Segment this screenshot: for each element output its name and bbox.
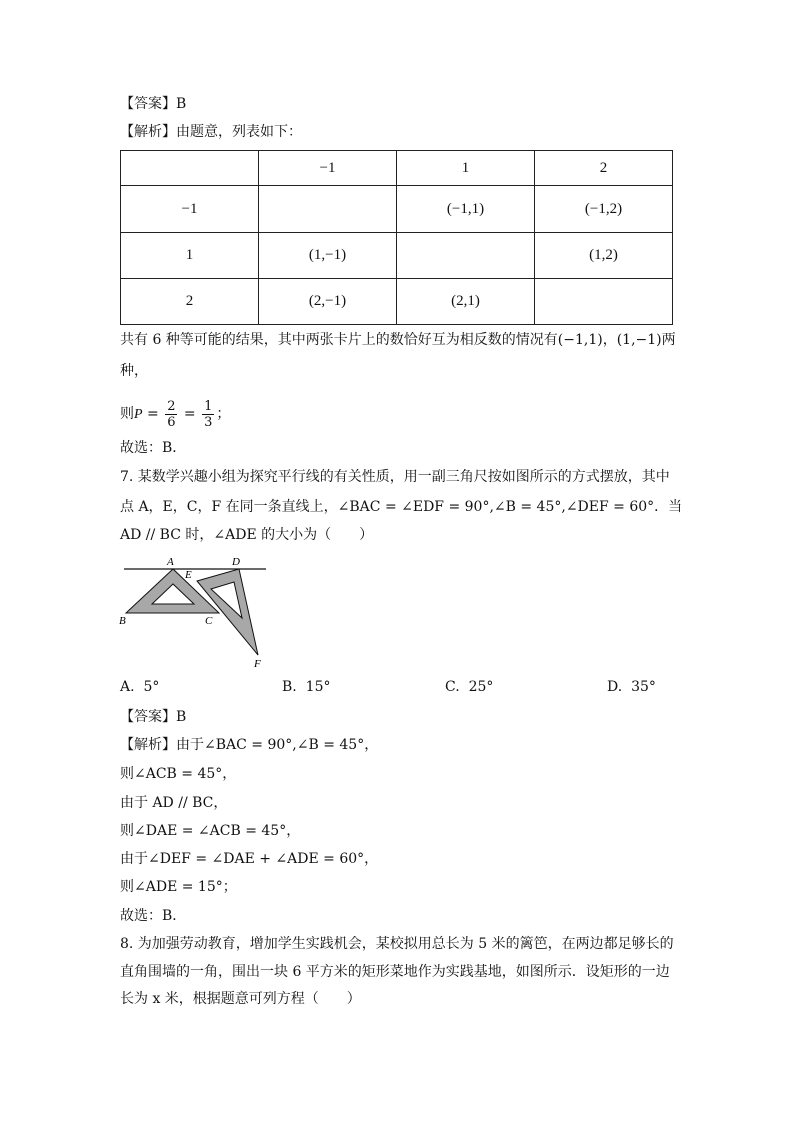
- table-cell: [535, 279, 673, 325]
- table-cell: 2: [121, 279, 259, 325]
- figure-label-a: A: [167, 556, 174, 568]
- prob-variable: P: [134, 407, 143, 422]
- option-a[interactable]: A. 5°: [120, 679, 160, 695]
- answer-value: B: [176, 96, 187, 112]
- q7-choose: 故选：B．: [120, 908, 187, 924]
- answer-value: B: [176, 709, 187, 725]
- q7-answer: [120, 707, 186, 727]
- option-d[interactable]: D. 35°: [607, 679, 656, 695]
- table-cell: 2: [535, 151, 673, 186]
- table-cell: (−1,2): [535, 186, 673, 233]
- analysis-label: 【解析】: [120, 737, 176, 753]
- q8-stem-line-2: 直角围墙的一角，围出一块 6 平方米的矩形菜地作为实践基地，如图所示．设矩形的一边: [120, 964, 670, 980]
- q7-stem-line-2: 点 A，E，C，F 在同一条直线上，∠BAC = ∠EDF = 90°,∠B = 45°,∠DEF = 60°．当: [120, 499, 683, 515]
- q6-answer: [120, 94, 186, 114]
- q6-result-line-cont: 种，: [120, 363, 148, 379]
- q6-choose: 故选：B．: [120, 440, 187, 456]
- figure-label-f: F: [254, 658, 261, 670]
- table-cell: (2,−1): [259, 279, 397, 325]
- q7-analysis-step-6: 则∠ADE = 15°；: [120, 879, 237, 895]
- outcome-table: [120, 150, 673, 325]
- figure-label-b: B: [119, 615, 126, 627]
- triangle-ruler-figure: [112, 552, 272, 672]
- fraction-1-3: $\frac{1}{3}$: [204, 398, 213, 430]
- analysis-label: 【解析】: [120, 124, 176, 140]
- answer-label: 【答案】: [120, 709, 176, 725]
- q7-stem-line-1: 7. 某数学兴趣小组为探究平行线的有关性质，用一副三角尺按如图所示的方式摆放，其中: [120, 469, 670, 485]
- table-cell: (1,−1): [259, 233, 397, 279]
- table-row: [121, 186, 673, 233]
- table-cell: [121, 151, 259, 186]
- answer-label: 【答案】: [120, 96, 176, 112]
- fraction-2-6: $\frac{2}{6}$: [167, 398, 176, 430]
- option-c[interactable]: C. 25°: [445, 679, 494, 695]
- table-row: [121, 233, 673, 279]
- figure-label-e: E: [185, 569, 192, 581]
- prob-prefix: 则: [120, 406, 134, 422]
- option-b[interactable]: B. 15°: [282, 679, 331, 695]
- table-header-row: [121, 151, 673, 186]
- table-cell: 1: [121, 233, 259, 279]
- figure-label-c: C: [205, 615, 213, 627]
- table-cell: −1: [259, 151, 397, 186]
- q7-analysis-step-1: [120, 735, 378, 755]
- q7-analysis-step-4: 则∠DAE = ∠ACB = 45°，: [120, 823, 301, 839]
- q7-stem-line-3: AD // BC 时，∠ADE 的大小为（ ）: [120, 527, 374, 543]
- q6-probability: 则P = $\frac{2}{6}$ = $\frac{1}{3}$ ；: [120, 398, 231, 430]
- q7-options: [120, 679, 680, 699]
- table-cell: (−1,1): [397, 186, 535, 233]
- q7-analysis-step-2: 则∠ACB = 45°，: [120, 766, 237, 782]
- table-cell: [397, 233, 535, 279]
- q7-analysis-step-5: 由于∠DEF = ∠DAE + ∠ADE = 60°，: [120, 851, 379, 867]
- table-cell: [259, 186, 397, 233]
- q8-stem-line-3: 长为 x 米，根据题意可列方程（ ）: [120, 991, 361, 1007]
- figure-label-d: D: [232, 556, 240, 568]
- prob-suffix: ；: [216, 406, 231, 422]
- analysis-text: 由题意，列表如下：: [176, 124, 302, 140]
- q7-analysis-step-3: 由于 AD // BC，: [120, 795, 228, 811]
- table-cell: 1: [397, 151, 535, 186]
- table-row: [121, 279, 673, 325]
- table-cell: (1,2): [535, 233, 673, 279]
- analysis-step: 由于∠BAC = 90°,∠B = 45°，: [176, 737, 379, 753]
- q8-stem-line-1: 8. 为加强劳动教育，增加学生实践机会，某校拟用总长为 5 米的篱笆，在两边都足够长的: [120, 936, 674, 952]
- table-cell: (2,1): [397, 279, 535, 325]
- q6-analysis: [120, 122, 302, 142]
- table-cell: −1: [121, 186, 259, 233]
- q6-result-line: 共有 6 种等可能的结果，其中两张卡片上的数恰好互为相反数的情况有(−1,1)，(1,−1)两: [120, 332, 676, 348]
